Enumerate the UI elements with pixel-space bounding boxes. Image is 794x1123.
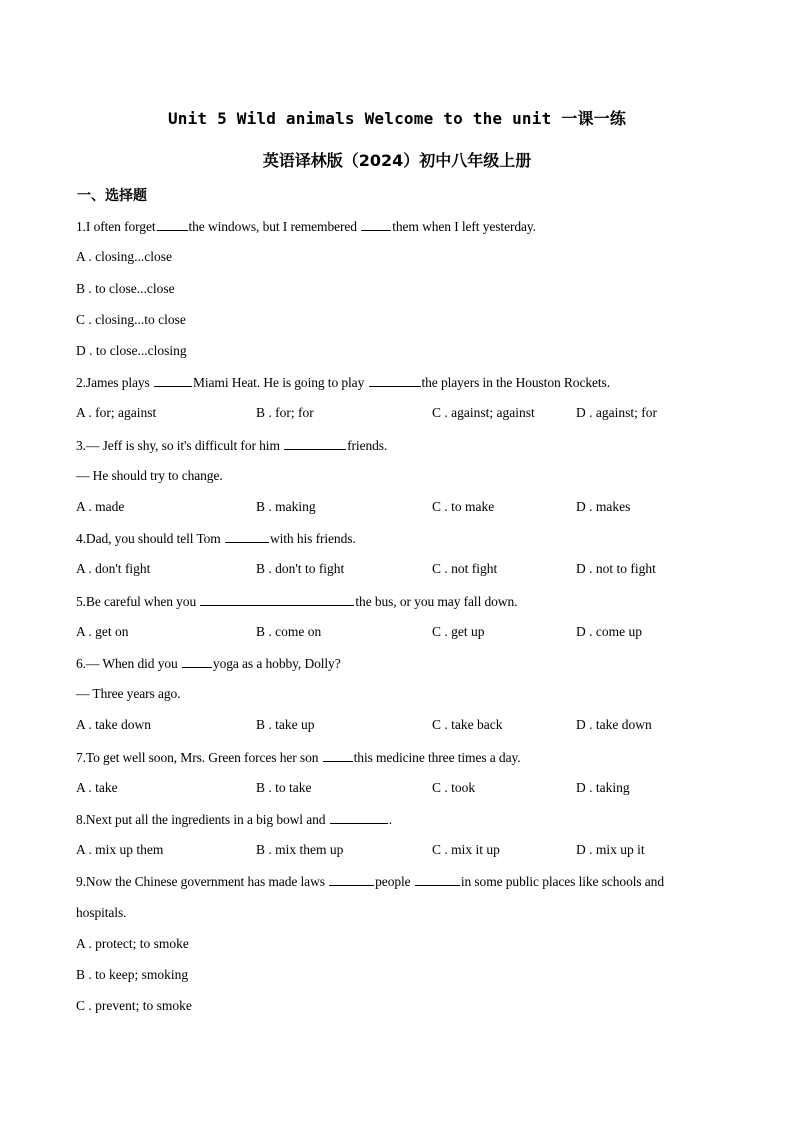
answer-blank <box>284 435 346 450</box>
question-1-option-b: B . to close...close <box>76 281 175 296</box>
question-2-option-b: B . for; for <box>256 405 314 420</box>
question-7-option-a: A . take <box>76 780 118 795</box>
question-6-option-c: C . take back <box>432 717 503 732</box>
question-3-option-b: B . making <box>256 499 316 514</box>
question-5-option-c: C . get up <box>432 624 485 639</box>
answer-blank <box>369 372 421 387</box>
question-8-option-a: A . mix up them <box>76 842 164 857</box>
question-7-option-c: C . took <box>432 780 476 795</box>
page-title: Unit 5 Wild animals Welcome to the unit 一课一练 <box>167 109 627 128</box>
question-3: 3.— Jeff is shy, so it's difficult for him friends. <box>76 435 387 455</box>
question-8-option-b: B . mix them up <box>256 842 344 857</box>
answer-blank <box>330 809 388 824</box>
answer-blank <box>182 653 212 668</box>
question-5: 5.Be careful when you the bus, or you may fall down. <box>76 591 517 611</box>
page-subtitle: 英语译林版（2024）初中八年级上册 <box>262 151 532 170</box>
answer-blank <box>323 747 353 762</box>
answer-blank <box>157 216 188 231</box>
question-5-option-a: A . get on <box>76 624 129 639</box>
question-9-option-b: B . to keep; smoking <box>76 967 189 982</box>
answer-blank <box>225 528 269 543</box>
question-4: 4.Dad, you should tell Tom with his friends. <box>76 528 356 548</box>
question-2: 2.James plays Miami Heat. He is going to play the players in the Houston Rockets. <box>76 372 610 392</box>
answer-blank <box>415 871 460 886</box>
question-6-followup: — Three years ago. <box>76 686 181 701</box>
question-7: 7.To get well soon, Mrs. Green forces her son this medicine three times a day. <box>76 747 521 767</box>
question-1-option-a: A . closing...close <box>76 249 172 264</box>
question-4-option-b: B . don't to fight <box>256 561 345 576</box>
question-9-option-c: C . prevent; to smoke <box>76 998 192 1013</box>
question-7-option-b: B . to take <box>256 780 312 795</box>
question-5-option-b: B . come on <box>256 624 322 639</box>
question-6-option-d: D . take down <box>576 717 652 732</box>
question-3-option-d: D . makes <box>576 499 631 514</box>
question-5-option-d: D . come up <box>576 624 642 639</box>
answer-blank <box>329 871 374 886</box>
question-9: 9.Now the Chinese government has made laws people in some public places like schools and <box>76 871 664 891</box>
question-3-followup: — He should try to change. <box>76 468 223 483</box>
question-2-option-d: D . against; for <box>576 405 657 420</box>
question-8-option-c: C . mix it up <box>432 842 500 857</box>
question-2-option-c: C . against; against <box>432 405 535 420</box>
question-6-option-b: B . take up <box>256 717 315 732</box>
question-1: 1.I often forget the windows, but I remembered them when I left yesterday. <box>76 216 536 236</box>
answer-blank <box>154 372 192 387</box>
question-4-option-d: D . not to fight <box>576 561 656 576</box>
section-heading: 一、选择题 <box>77 188 147 204</box>
question-2-option-a: A . for; against <box>76 405 157 420</box>
question-4-option-c: C . not fight <box>432 561 498 576</box>
question-8-option-d: D . mix up it <box>576 842 645 857</box>
answer-blank <box>361 216 391 231</box>
question-9-option-a: A . protect; to smoke <box>76 936 189 951</box>
question-3-option-c: C . to make <box>432 499 495 514</box>
question-6: 6.— When did you yoga as a hobby, Dolly? <box>76 653 341 673</box>
question-3-option-a: A . made <box>76 499 125 514</box>
question-6-option-a: A . take down <box>76 717 151 732</box>
question-1-option-d: D . to close...closing <box>76 343 187 358</box>
answer-blank <box>200 591 354 606</box>
question-1-option-c: C . closing...to close <box>76 312 186 327</box>
question-8: 8.Next put all the ingredients in a big bowl and . <box>76 809 392 829</box>
question-9-continuation: hospitals. <box>76 905 127 920</box>
question-4-option-a: A . don't fight <box>76 561 151 576</box>
question-7-option-d: D . taking <box>576 780 630 795</box>
